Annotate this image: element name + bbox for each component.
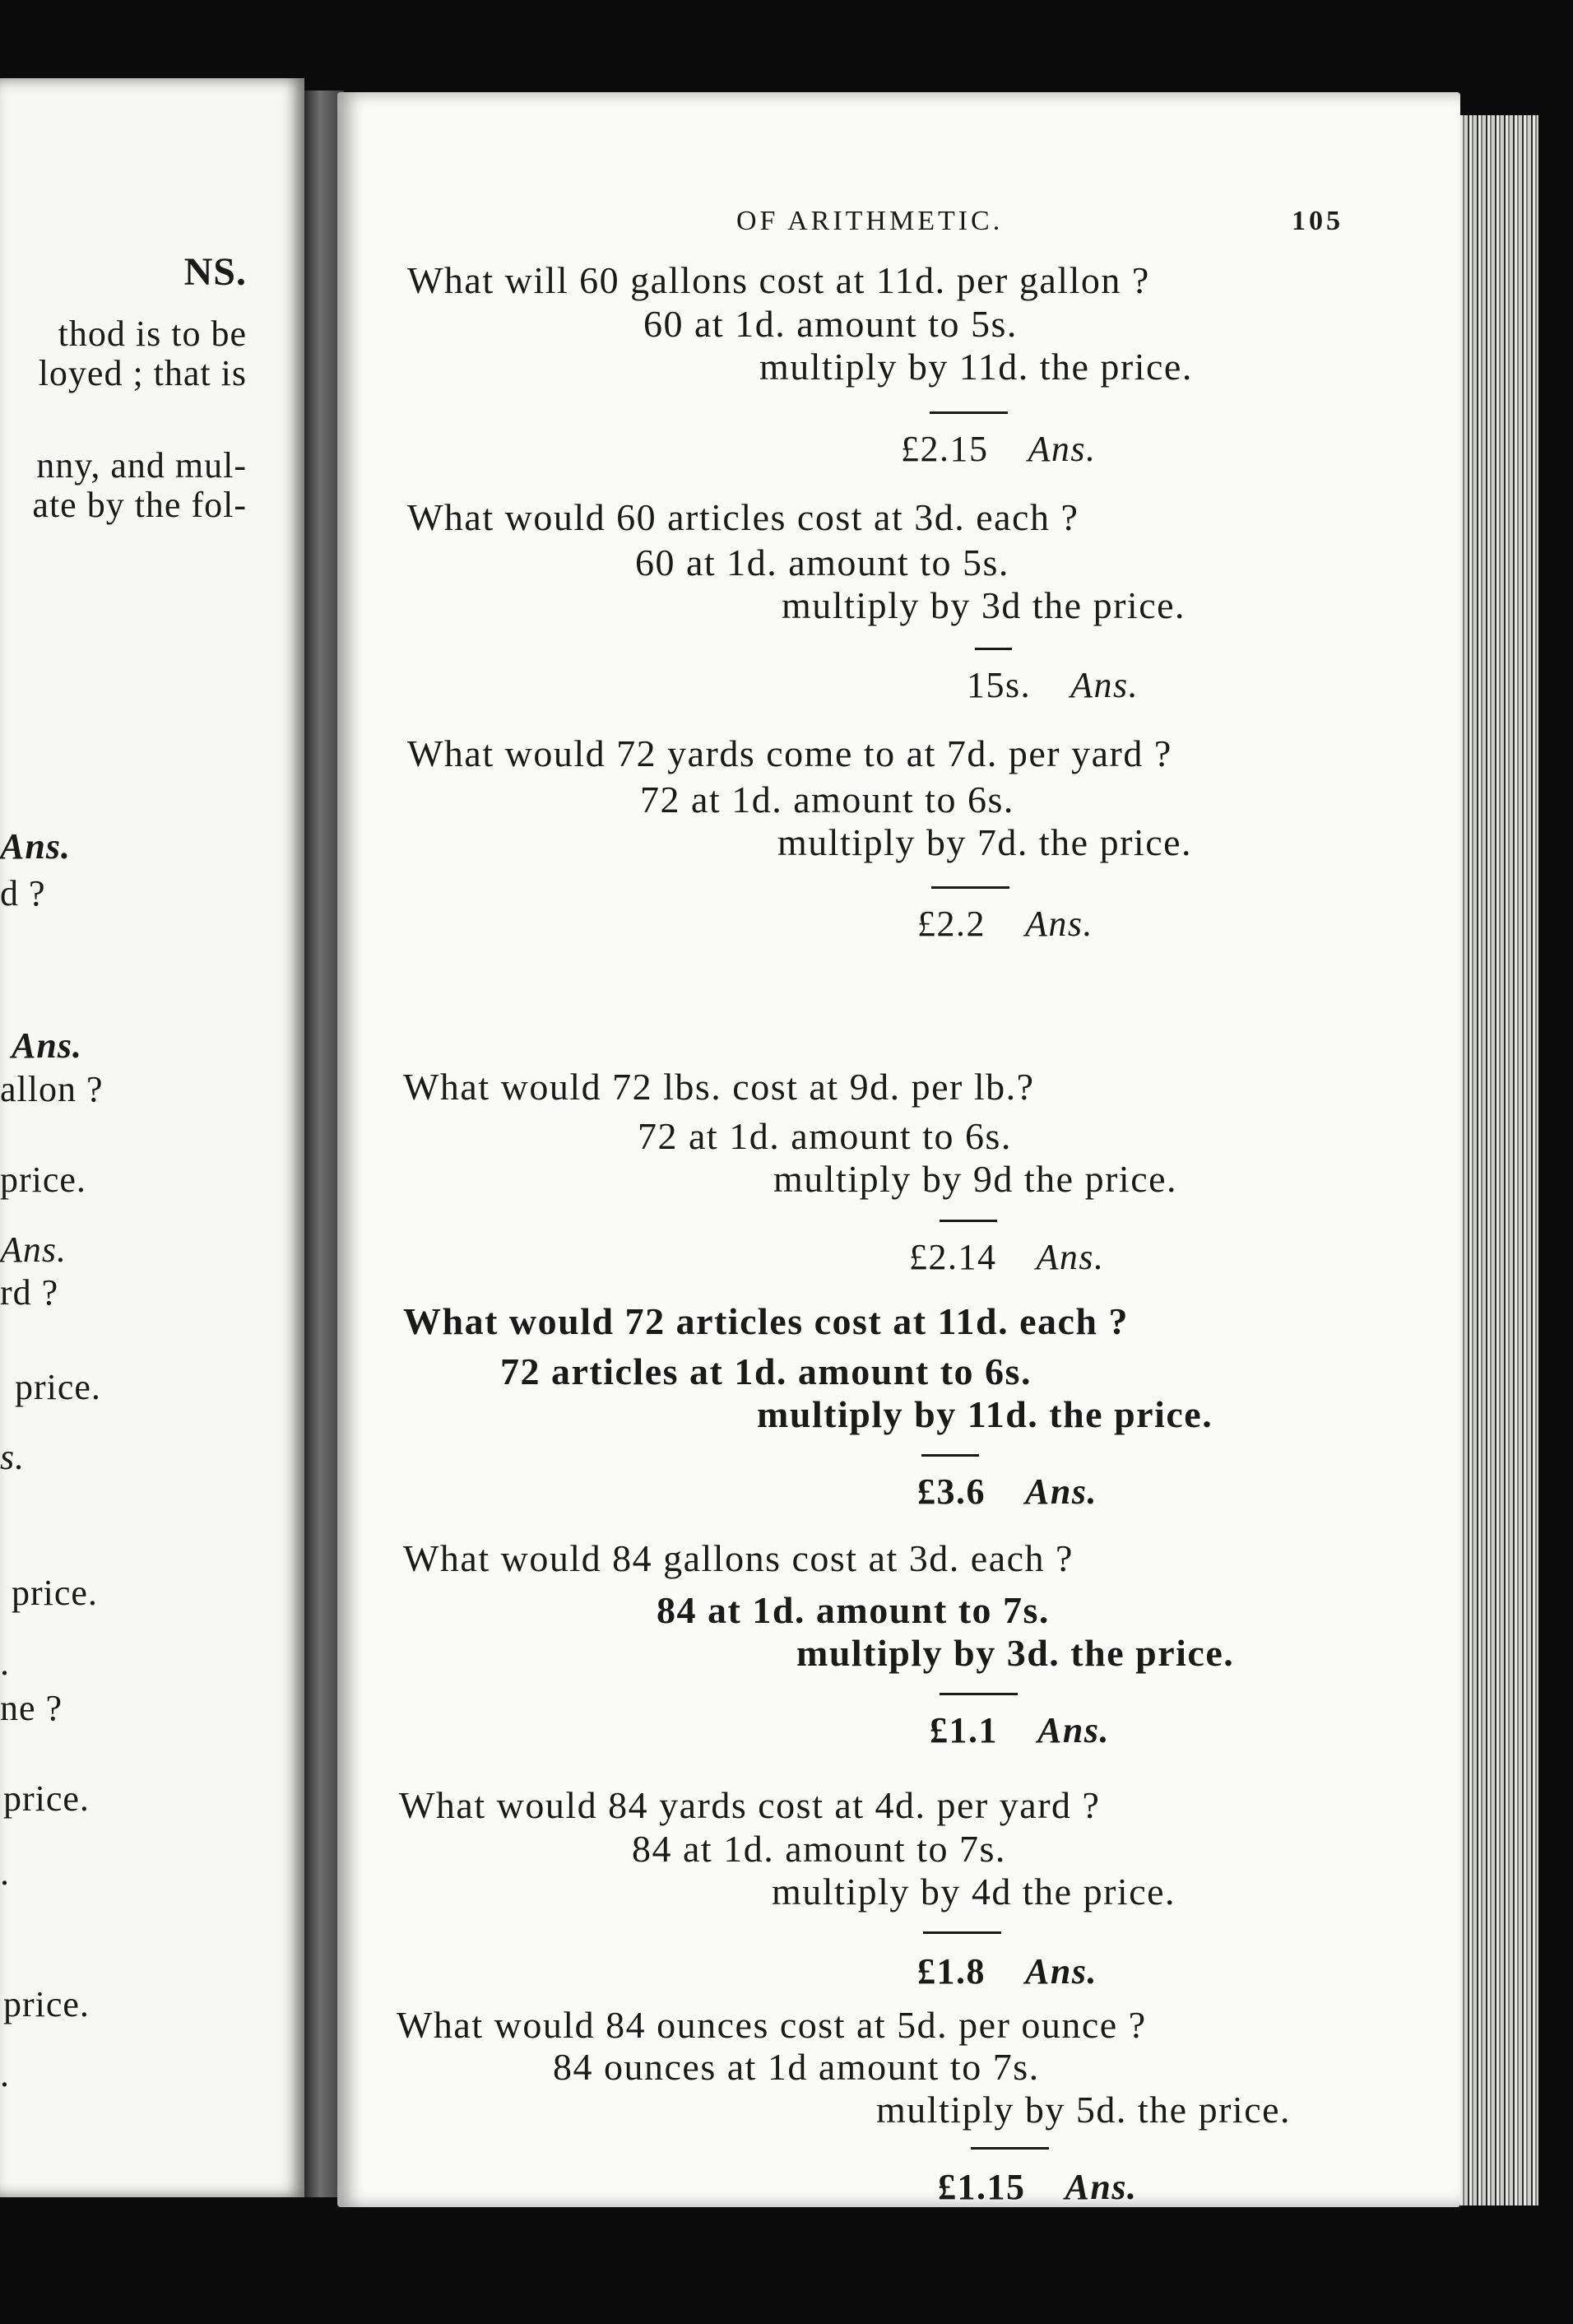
- answer-value: £1.15: [938, 2167, 1026, 2207]
- answer-label: Ans.: [1036, 1237, 1105, 1277]
- page-number: 105: [1292, 206, 1343, 236]
- problem-step: multiply by 5d. the price.: [876, 2089, 1292, 2131]
- problem-step: 72 at 1d. amount to 6s.: [640, 779, 1014, 820]
- left-page: [0, 78, 304, 2197]
- left-line: nny, and mul-: [36, 445, 247, 486]
- left-line: rd ?: [0, 1272, 59, 1313]
- right-page: [337, 92, 1460, 2207]
- answer-rule: [971, 2147, 1049, 2150]
- answer-label: Ans.: [1025, 1951, 1097, 1992]
- problem-question: What would 84 gallons cost at 3d. each ?: [403, 1537, 1074, 1579]
- left-line: allon ?: [0, 1069, 104, 1109]
- problem-answer: [909, 1236, 1105, 1278]
- left-line: .: [0, 1643, 10, 1683]
- answer-rule: [921, 1454, 979, 1457]
- left-line: price.: [3, 1778, 90, 1819]
- left-line: thod is to be: [58, 314, 247, 354]
- problem-question: What would 84 yards cost at 4d. per yard ?: [399, 1784, 1101, 1826]
- answer-label: Ans.: [1025, 904, 1093, 944]
- problem-step: 84 at 1d. amount to 7s.: [657, 1589, 1050, 1631]
- problem-step: multiply by 9d the price.: [773, 1158, 1178, 1200]
- left-line: Ans.: [12, 1025, 82, 1066]
- answer-value: £2.14: [909, 1237, 997, 1277]
- answer-label: Ans.: [1028, 429, 1097, 469]
- problem-step: multiply by 7d. the price.: [777, 821, 1193, 863]
- problem-step: multiply by 11d. the price.: [757, 1393, 1213, 1435]
- left-line: loyed ; that is: [38, 353, 247, 393]
- left-line: price.: [3, 1984, 90, 2024]
- running-head: OF ARITHMETIC.: [736, 206, 1004, 236]
- answer-value: £2.15: [901, 429, 989, 469]
- left-line: s.: [0, 1437, 26, 1477]
- left-line: d ?: [0, 873, 46, 913]
- answer-value: £1.8: [917, 1951, 986, 1992]
- problem-step: 60 at 1d. amount to 5s.: [643, 303, 1018, 345]
- problem-step: multiply by 3d. the price.: [796, 1632, 1235, 1674]
- problem-answer: [917, 903, 1093, 945]
- answer-value: £1.1: [930, 1710, 998, 1750]
- problem-step: 84 at 1d. amount to 7s.: [632, 1828, 1006, 1870]
- answer-rule: [923, 1931, 1001, 1934]
- answer-rule: [940, 1693, 1018, 1695]
- problem-question: What would 60 articles cost at 3d. each ?: [407, 496, 1079, 538]
- answer-value: £3.6: [917, 1471, 986, 1512]
- problem-step: 60 at 1d. amount to 5s.: [635, 541, 1009, 583]
- answer-rule: [931, 886, 1009, 889]
- answer-label: Ans.: [1070, 665, 1139, 705]
- problem-answer: [967, 664, 1139, 706]
- answer-rule: [930, 411, 1008, 414]
- left-line: ate by the fol-: [32, 485, 247, 525]
- problem-answer: [917, 1471, 1097, 1513]
- problem-question: What would 72 yards come to at 7d. per yard ?: [407, 732, 1172, 774]
- problem-answer: [930, 1709, 1110, 1751]
- problem-answer: [901, 428, 1097, 470]
- problem-step: multiply by 11d. the price.: [759, 346, 1193, 388]
- answer-rule: [940, 1220, 997, 1222]
- left-line: Ans.: [0, 826, 71, 867]
- problem-step: 72 articles at 1d. amount to 6s.: [500, 1350, 1032, 1392]
- problem-answer: [938, 2166, 1137, 2208]
- answer-value: 15s.: [967, 665, 1032, 705]
- problem-question: What will 60 gallons cost at 11d. per gallon ?: [407, 259, 1150, 301]
- left-line: price.: [15, 1367, 101, 1407]
- answer-label: Ans.: [1065, 2167, 1138, 2207]
- left-heading-fragment: NS.: [183, 250, 247, 294]
- answer-label: Ans.: [1025, 1471, 1097, 1512]
- problem-question: What would 72 articles cost at 11d. each ?: [403, 1300, 1130, 1342]
- left-line: .: [0, 1852, 10, 1893]
- left-line: price.: [12, 1573, 98, 1613]
- answer-label: Ans.: [1037, 1710, 1110, 1750]
- answer-value: £2.2: [917, 904, 986, 944]
- problem-step: 84 ounces at 1d amount to 7s.: [553, 2046, 1040, 2088]
- left-line: Ans.: [0, 1229, 67, 1270]
- left-line: price.: [0, 1160, 86, 1200]
- problem-step: multiply by 3d the price.: [782, 584, 1186, 626]
- problem-step: multiply by 4d the price.: [772, 1871, 1176, 1913]
- left-line: .: [0, 2054, 10, 2094]
- answer-rule: [975, 648, 1012, 650]
- problem-question: What would 84 ounces cost at 5d. per ounce ?: [397, 2004, 1147, 2046]
- page-edges: [1460, 115, 1538, 2205]
- problem-question: What would 72 lbs. cost at 9d. per lb.?: [403, 1066, 1035, 1108]
- problem-step: 72 at 1d. amount to 6s.: [638, 1115, 1012, 1157]
- left-line: ne ?: [0, 1688, 63, 1728]
- problem-answer: [917, 1950, 1097, 1992]
